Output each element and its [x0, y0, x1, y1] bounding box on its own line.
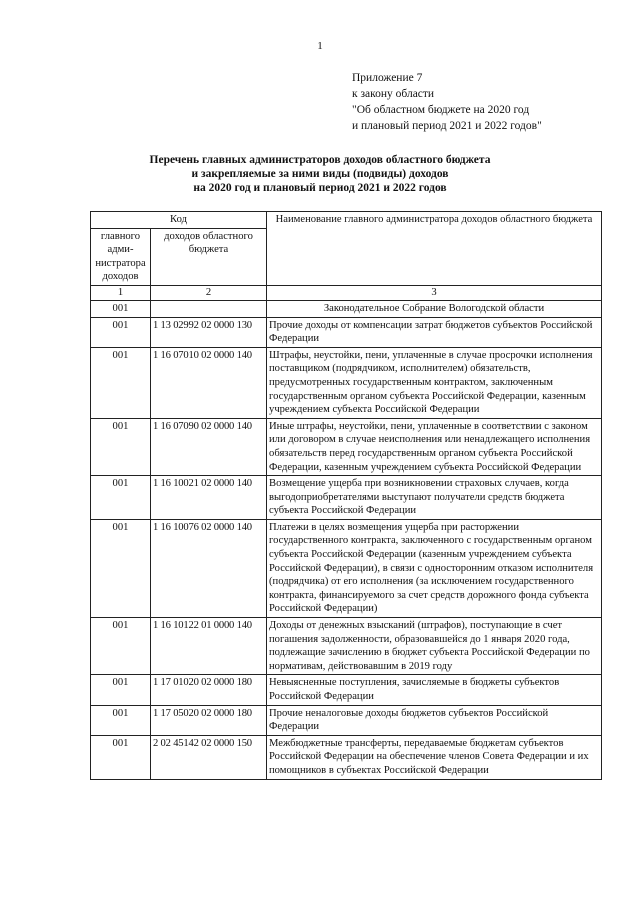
- table-row: [91, 300, 602, 317]
- income-code-cell: 1 13 02992 02 0000 130: [151, 317, 267, 347]
- description-cell: Платежи в целях возмещения ущерба при расторжении государственного контракта, заключенного с государственным органом субъекта Российской Федерации (казенным учреждением субъекта Российской Федерации), в связи с односторонним отказом исполнителя (подрядчика) от его исполнения (за исключением государственного контракта, финансируемого за счет средств дорожного фонда субъекта Российской Федерации): [267, 519, 602, 617]
- income-code-cell: 2 02 45142 02 0000 150: [151, 735, 267, 779]
- appendix-line: "Об областном бюджете на 2020 год: [352, 104, 530, 116]
- table-row: [91, 519, 602, 617]
- document-title: [0, 153, 640, 195]
- income-code-cell: 1 16 10122 01 0000 140: [151, 618, 267, 675]
- income-code-cell: 1 16 07010 02 0000 140: [151, 347, 267, 418]
- table-row: [91, 735, 602, 779]
- title-line: и закрепляемые за ними виды (подвиды) доходов: [191, 168, 449, 180]
- description-cell: Прочие неналоговые доходы бюджетов субъектов Российской Федерации: [267, 705, 602, 735]
- admin-code-cell: 001: [91, 675, 151, 705]
- header-code-group: Код: [91, 212, 267, 229]
- description-cell: Законодательное Собрание Вологодской области: [267, 300, 602, 317]
- table-row: [91, 317, 602, 347]
- description-cell: Доходы от денежных взысканий (штрафов), поступающие в счет погашения задолженности, образовавшейся до 1 января 2020 года, подлежащие зачислению в бюджет субъекта Российской Федерации по нормативам, действовавшим в 2019 году: [267, 618, 602, 675]
- income-code-cell: 1 17 01020 02 0000 180: [151, 675, 267, 705]
- page-number: 1: [317, 40, 323, 52]
- description-cell: Иные штрафы, неустойки, пени, уплаченные в соответствии с законом или договором в случае неисполнения или ненадлежащего исполнения обязательств перед государственным органом субъекта Российской Федерации, казенным учреждением субъекта Российской Федерации: [267, 418, 602, 475]
- header-income-code: доходов областного бюджета: [151, 228, 267, 285]
- administrators-table: [90, 211, 602, 780]
- table-row: [91, 476, 602, 520]
- admin-code-cell: 001: [91, 519, 151, 617]
- appendix-line: к закону области: [352, 88, 435, 100]
- income-code-cell: 1 17 05020 02 0000 180: [151, 705, 267, 735]
- admin-code-cell: 001: [91, 735, 151, 779]
- header-admin-code: главного адми-нистратора доходов: [91, 228, 151, 285]
- description-cell: Прочие доходы от компенсации затрат бюджетов субъектов Российской Федерации: [267, 317, 602, 347]
- income-code-cell: 1 16 10076 02 0000 140: [151, 519, 267, 617]
- column-number: 1: [91, 285, 151, 300]
- title-line: Перечень главных администраторов доходов областного бюджета: [149, 154, 491, 166]
- table-row: [91, 418, 602, 475]
- table-row: [91, 675, 602, 705]
- table-row: [91, 618, 602, 675]
- header-name: Наименование главного администратора доходов областного бюджета: [267, 212, 602, 286]
- admin-code-cell: 001: [91, 476, 151, 520]
- description-cell: Возмещение ущерба при возникновении страховых случаев, когда выгодоприобретателями выступают получатели средств бюджета субъекта Российской Федерации: [267, 476, 602, 520]
- admin-code-cell: 001: [91, 418, 151, 475]
- income-code-cell: [151, 300, 267, 317]
- title-line: на 2020 год и плановый период 2021 и 2022 годов: [193, 182, 447, 194]
- column-number: 3: [267, 285, 602, 300]
- table-body: [91, 300, 602, 779]
- table-row: [91, 347, 602, 418]
- admin-code-cell: 001: [91, 705, 151, 735]
- income-code-cell: 1 16 07090 02 0000 140: [151, 418, 267, 475]
- admin-code-cell: 001: [91, 317, 151, 347]
- income-code-cell: 1 16 10021 02 0000 140: [151, 476, 267, 520]
- appendix-header: [352, 70, 542, 134]
- admin-code-cell: 001: [91, 618, 151, 675]
- table-row: [91, 705, 602, 735]
- appendix-line: Приложение 7: [352, 72, 423, 84]
- admin-code-cell: 001: [91, 347, 151, 418]
- description-cell: Межбюджетные трансферты, передаваемые бюджетам субъектов Российской Федерации на обеспечение членов Совета Федерации и их помощников в субъектах Российской Федерации: [267, 735, 602, 779]
- description-cell: Невыясненные поступления, зачисляемые в бюджеты субъектов Российской Федерации: [267, 675, 602, 705]
- description-cell: Штрафы, неустойки, пени, уплаченные в случае просрочки исполнения поставщиком (подрядчиком, исполнителем) обязательств, предусмотренных государственным контрактом, заключенным государственным органом субъекта Российской Федерации, казенным учреждением субъекта Российской Федерации: [267, 347, 602, 418]
- admin-code-cell: 001: [91, 300, 151, 317]
- appendix-line: и плановый период 2021 и 2022 годов": [352, 120, 542, 132]
- column-number: 2: [151, 285, 267, 300]
